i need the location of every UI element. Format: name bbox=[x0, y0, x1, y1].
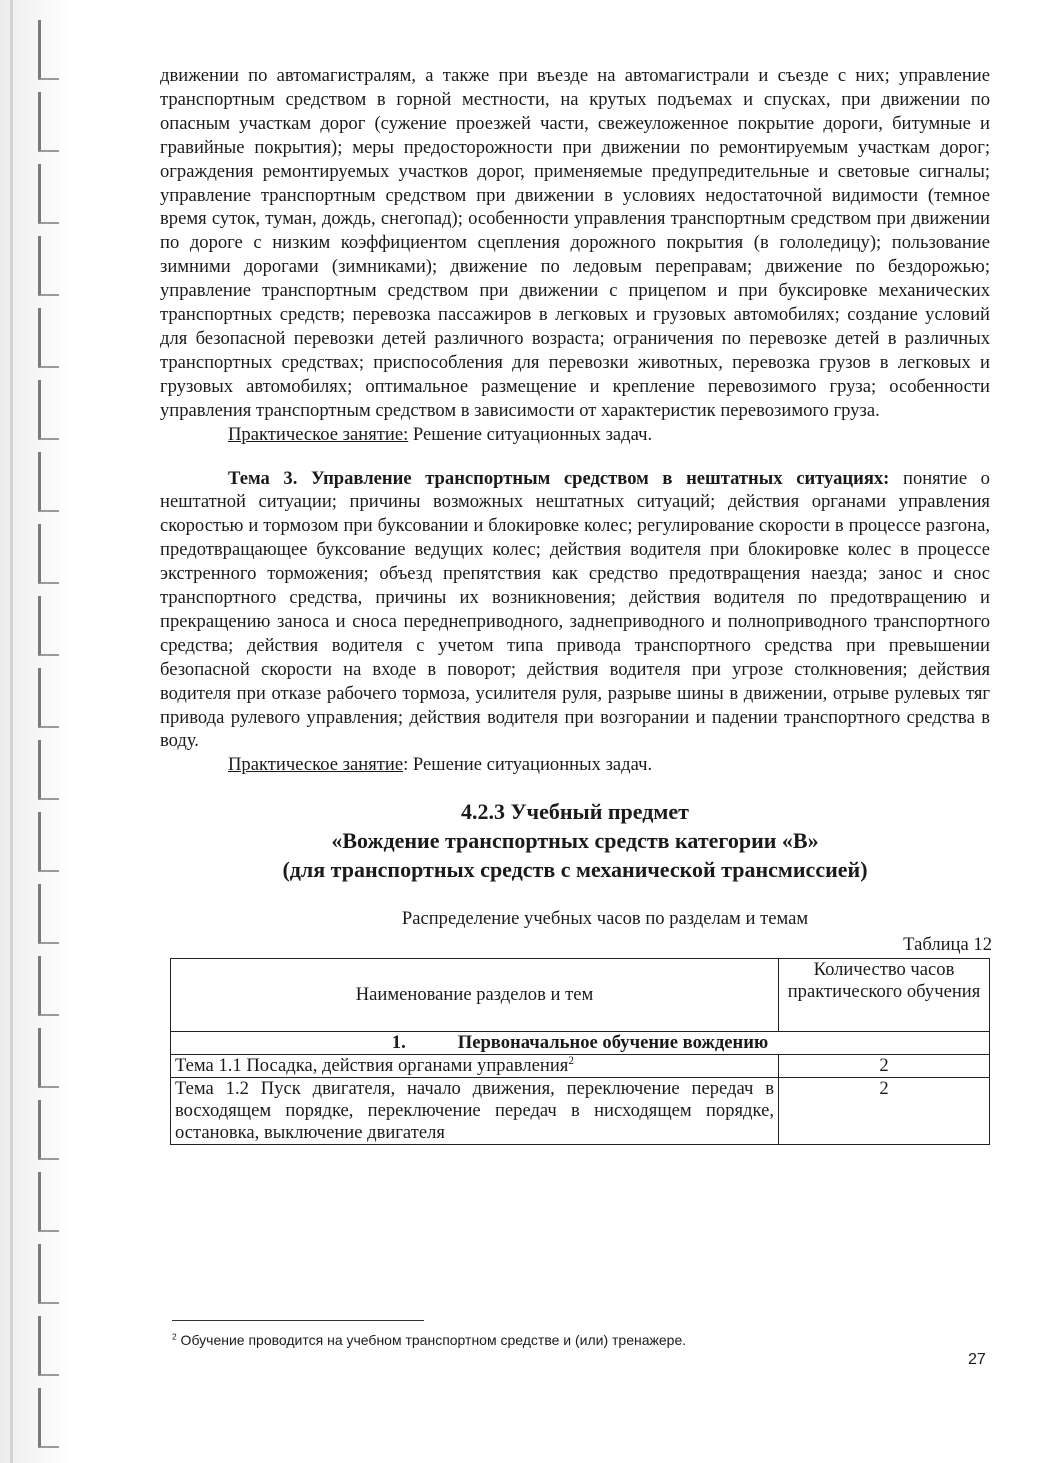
practice-text: Решение ситуационных задач. bbox=[408, 423, 653, 445]
binding-ring bbox=[38, 524, 59, 584]
footnote-mark: 2 bbox=[172, 1331, 177, 1342]
practice-label: Практическое занятие: bbox=[228, 423, 409, 445]
binding-ring bbox=[38, 164, 59, 224]
heading-line-3: (для транспортных средств с механической трансмиссией) bbox=[282, 857, 868, 883]
binding-ring bbox=[38, 956, 59, 1016]
binding-ring bbox=[38, 236, 59, 296]
topic3-paragraph bbox=[160, 467, 990, 754]
binding-ring bbox=[38, 1028, 59, 1088]
heading-line-1: 4.2.3 Учебный предмет bbox=[461, 799, 689, 825]
header-topics: Наименование разделов и тем bbox=[171, 959, 779, 1032]
section-title-cell bbox=[171, 1032, 990, 1055]
binding-ring bbox=[38, 20, 59, 80]
practice-label: Практическое занятие bbox=[228, 754, 404, 776]
page-content bbox=[160, 64, 990, 1145]
topic3-title: Тема 3. Управление транспортным средством в нештатных ситуациях: bbox=[228, 467, 890, 489]
practice-text: : Решение ситуационных задач. bbox=[403, 754, 653, 776]
header-hours: Количество часов практического обучения bbox=[779, 959, 990, 1032]
hours-cell: 2 bbox=[779, 1055, 990, 1078]
heading-line-2: «Вождение транспортных средств категории «В» bbox=[331, 828, 819, 854]
table-header-row bbox=[171, 959, 990, 1032]
spiral-binding bbox=[0, 0, 70, 1463]
binding-ring bbox=[38, 92, 59, 152]
binding-ring bbox=[38, 1316, 59, 1376]
binding-ring bbox=[38, 812, 59, 872]
binding-ring bbox=[38, 740, 59, 800]
footnote-ref: 2 bbox=[568, 1054, 574, 1067]
footnote bbox=[172, 1331, 872, 1349]
topic-name: Тема 1.1 Посадка, действия органами управления bbox=[175, 1055, 569, 1077]
table-row bbox=[171, 1078, 990, 1145]
table-number: Таблица 12 bbox=[903, 934, 992, 956]
page-number: 27 bbox=[968, 1351, 986, 1368]
hours-table bbox=[170, 958, 990, 1145]
table-row bbox=[171, 1055, 990, 1078]
subject-heading bbox=[160, 797, 990, 884]
binding-ring bbox=[38, 1172, 59, 1232]
topic-cell bbox=[171, 1055, 779, 1078]
hours-cell: 2 bbox=[779, 1078, 990, 1145]
paragraph-driving-conditions: движении по автомагистралям, а также при въезде на автомагистрали и съезде с них; управление транспортным средством в горной местности, на крутых подъемах и спусках, при движении по опасным участкам дорог (сужение проезжей части, свежеуложенное покрытие дороги, битумные и гравийные покрытия); меры предосторожности при движении по ремонтируемым участкам дорог; ограждения ремонтируемых участков дорог, применяемые предупредительные и световые сигналы; управление транспортным средством при движении в условиях недостаточной видимости (темное время суток, туман, дождь, снегопад); особенности управления транспортным средством при движении по дороге с низким коэффициентом сцепления дорожного покрытия (в гололедицу); пользование зимними дорогами (зимниками); движение по ледовым переправам; движение по бездорожью; управление транспортным средством при движении с прицепом и при буксировке механических транспортных средств; перевозка пассажиров в легковых и грузовых автомобилях; создание условий для безопасной перевозки детей различного возраста; ограничения по перевозке детей в различных транспортных средствах; приспособления для перевозки животных, перевозка грузов в легковых и грузовых автомобилях; оптимальное размещение и крепление перевозимого груза; особенности управления транспортным средством в зависимости от характеристик перевозимого груза. bbox=[160, 65, 990, 421]
table-caption: Распределение учебных часов по разделам и темам bbox=[401, 908, 809, 930]
binding-ring bbox=[38, 1388, 59, 1448]
binding-ring bbox=[38, 1100, 59, 1160]
binding-ring bbox=[38, 884, 59, 944]
section-number: 1. bbox=[391, 1032, 406, 1054]
practice-line-2 bbox=[160, 753, 990, 777]
paper-edge bbox=[10, 0, 13, 1463]
binding-ring bbox=[38, 308, 59, 368]
binding-ring bbox=[38, 1244, 59, 1304]
binding-ring bbox=[38, 452, 59, 512]
binding-ring bbox=[38, 668, 59, 728]
practice-line-1 bbox=[160, 423, 990, 447]
section-title: Первоначальное обучение вождению bbox=[457, 1032, 769, 1054]
binding-ring bbox=[38, 380, 59, 440]
topic-cell: Тема 1.2 Пуск двигателя, начало движения, переключение передач в восходящем порядке, переключение передач в нисходящем порядке, остановка, выключение двигателя bbox=[171, 1078, 779, 1145]
topic3-text: понятие о нештатной ситуации; причины возможных нештатных ситуаций; действия органами управления скоростью и тормозом при буксовании и блокировке колес; регулирование скорости в процессе разгона, предотвращающее буксование ведущих колес; действия водителя при блокировке колес в процессе экстренного торможения; объезд препятствия как средство предотвращения наезда; занос и снос транспортного средства, причины их возникновения; действия водителя по предотвращению и прекращению заноса и сноса переднеприводного, заднеприводного и полноприводного транспортного средства; действия водителя с учетом типа привода транспортного средства при превышении безопасной скорости на входе в поворот; действия водителя при угрозе столкновения; действия водителя при отказе рабочего тормоза, усилителя руля, разрыве шины в движении, отрыве рулевых тяг привода рулевого управления; действия водителя при возгорании и падении транспортного средства в воду. bbox=[160, 467, 990, 752]
footnote-separator bbox=[172, 1320, 424, 1321]
section-row bbox=[171, 1032, 990, 1055]
footnote-text: Обучение проводится на учебном транспортном средстве и (или) тренажере. bbox=[176, 1332, 687, 1348]
binding-ring bbox=[38, 596, 59, 656]
